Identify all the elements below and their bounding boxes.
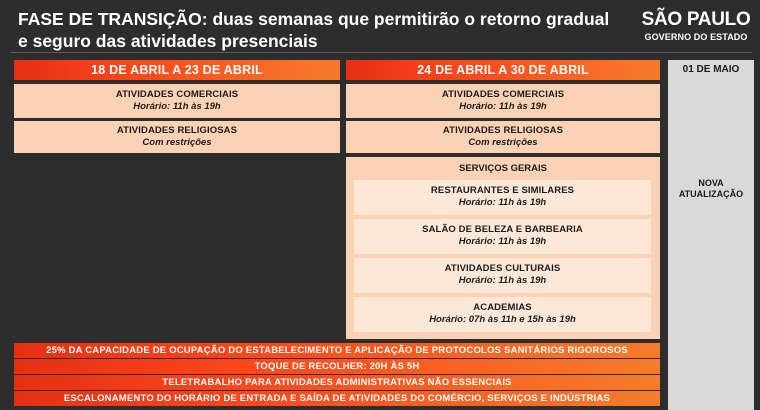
nova-atualizacao-panel: [668, 80, 754, 410]
bar-capacidade: 25% DA CAPACIDADE DE OCUPAÇÃO DO ESTABELECIMENTO E APLICAÇÃO DE PROTOCOLOS SANITÁRIOS RIGOROSOS: [14, 343, 660, 358]
column-header-3: 01 DE MAIO: [668, 60, 754, 80]
nova-atualizacao-line1: NOVA: [698, 178, 724, 188]
servicos-gerais-title: SERVIÇOS GERAIS: [459, 163, 547, 174]
column-header-2: 24 DE ABRIL A 30 DE ABRIL: [346, 60, 660, 80]
card-subtitle: Horário: 11h às 19h: [133, 101, 221, 112]
column-header-1: 18 DE ABRIL A 23 DE ABRIL: [14, 60, 340, 80]
logo-main-text: SÃO PAULO: [641, 9, 751, 30]
bar-toque-de-recolher: TOQUE DE RECOLHER: 20H ÀS 5H: [14, 359, 660, 374]
sao-paulo-logo: [640, 10, 752, 50]
card-atividades-religiosas-1: [14, 121, 340, 153]
card-atividades-comerciais-1: [14, 84, 340, 118]
sub-card-title: ACADEMIAS: [473, 302, 532, 313]
sub-card-title: RESTAURANTES E SIMILARES: [430, 185, 575, 196]
sub-card-atividades-culturais: [354, 258, 651, 293]
card-atividades-comerciais-2: [346, 84, 660, 118]
sub-card-subtitle: Horário: 11h às 19h: [458, 197, 547, 208]
card-subtitle: Com restrições: [468, 137, 538, 148]
sub-card-salao: [354, 219, 651, 254]
card-subtitle: Horário: 11h às 19h: [459, 101, 547, 112]
card-atividades-religiosas-2: [346, 121, 660, 153]
card-title: ATIVIDADES COMERCIAIS: [115, 89, 239, 100]
sub-card-title: SALÃO DE BELEZA E BARBEARIA: [422, 224, 583, 235]
servicos-gerais-panel: [346, 157, 660, 339]
page-title: FASE DE TRANSIÇÃO: duas semanas que permitirão o retorno gradual e seguro das atividades presenciais: [18, 9, 610, 51]
card-title: ATIVIDADES RELIGIOSAS: [442, 125, 564, 136]
bar-escalonamento: ESCALONAMENTO DO HORÁRIO DE ENTRADA E SAÍDA DE ATIVIDADES DO COMÉRCIO, SERVIÇOS E INDÚSTRIAS: [14, 391, 660, 406]
sub-card-academias: [354, 297, 651, 332]
sub-card-subtitle: Horário: 07h às 11h e 15h às 19h: [429, 314, 576, 325]
bar-teletrabalho: TELETRABALHO PARA ATIVIDADES ADMINISTRATIVAS NÃO ESSENCIAIS: [14, 375, 660, 390]
card-title: ATIVIDADES COMERCIAIS: [441, 89, 565, 100]
nova-atualizacao-label: [668, 178, 754, 200]
nova-atualizacao-line2: ATUALIZAÇÃO: [678, 189, 744, 199]
sub-card-restaurantes: [354, 180, 651, 215]
sub-card-title: ATIVIDADES CULTURAIS: [444, 263, 561, 274]
card-title: ATIVIDADES RELIGIOSAS: [116, 125, 238, 136]
logo-sub-text: GOVERNO DO ESTADO: [644, 32, 748, 42]
card-subtitle: Com restrições: [142, 137, 212, 148]
sub-card-subtitle: Horário: 11h às 19h: [458, 275, 547, 286]
sub-card-subtitle: Horário: 11h às 19h: [458, 236, 547, 247]
header-divider: [10, 52, 752, 53]
